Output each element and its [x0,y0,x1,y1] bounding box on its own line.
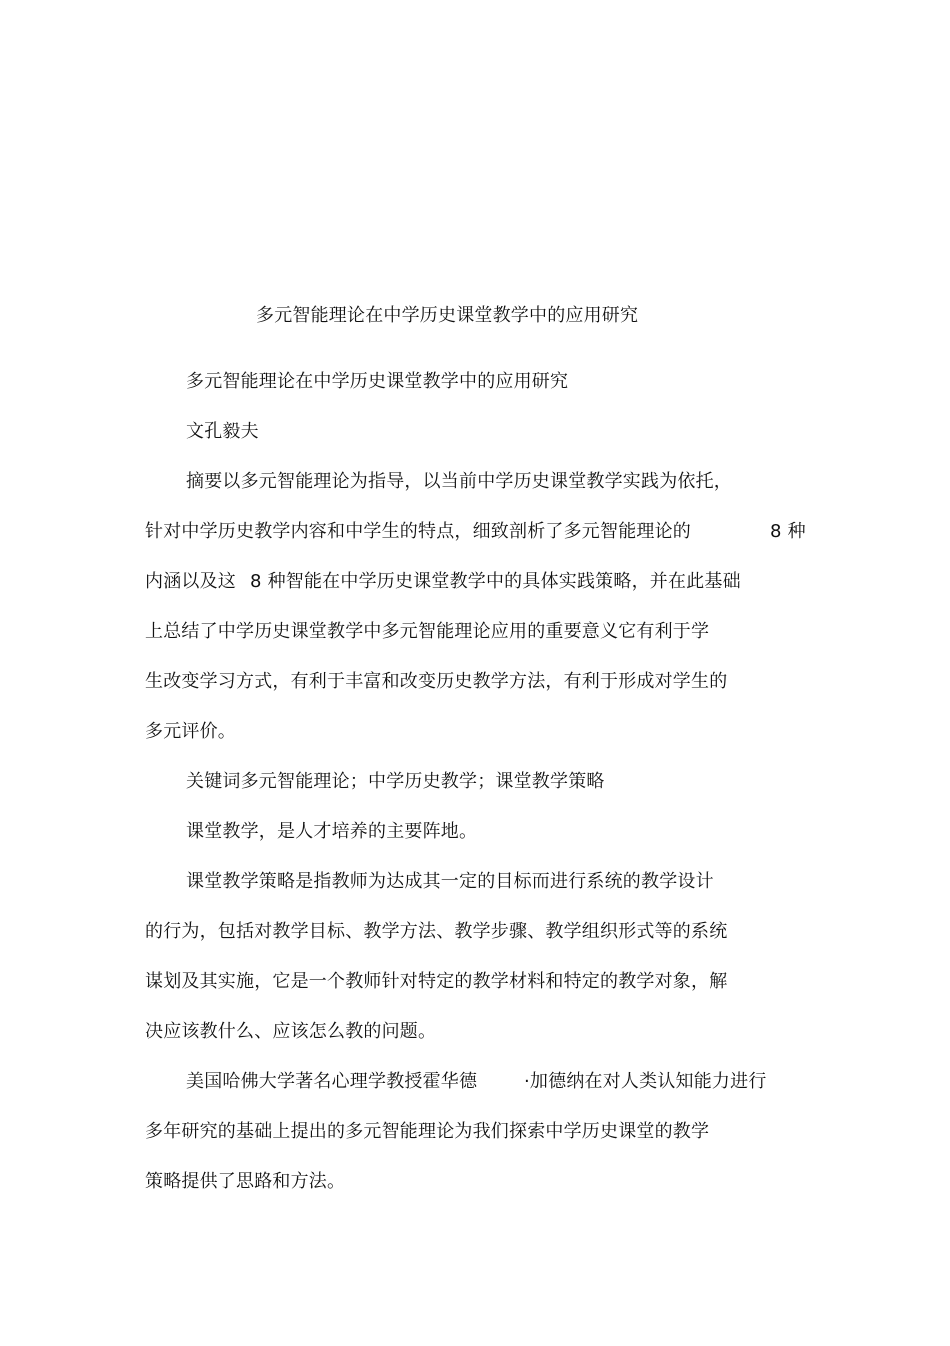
abstract-line: 生改变学习方式，有利于丰富和改变历史教学方法，有利于形成对学生的 [145,671,728,692]
paragraph-line: 策略提供了思路和方法。 [145,1171,346,1192]
keywords: 关键词多元智能理论；中学历史教学；课堂教学策略 [186,771,605,792]
paragraph-line: 课堂教学策略是指教师为达成其一定的目标而进行系统的教学设计 [186,871,714,892]
paragraph-line: 的行为，包括对教学目标、教学方法、教学步骤、教学组织形式等的系统 [145,921,728,942]
abstract-line: 上总结了中学历史课堂教学中多元智能理论应用的重要意义它有利于学 [145,621,710,642]
abstract-line: 多元评价。 [145,721,236,742]
abstract-line [145,570,741,594]
abstract-line: 摘要以多元智能理论为指导，以当前中学历史课堂教学实践为依托， [186,471,732,492]
abstract-text: 针对中学历史教学内容和中学生的特点，细致剖析了多元智能理论的 [145,521,691,542]
author-name: 文孔毅夫 [186,421,259,442]
paragraph-line: ·加德纳在对人类认知能力进行 [524,1071,767,1092]
paragraph-line: 多年研究的基础上提出的多元智能理论为我们探索中学历史课堂的教学 [145,1121,710,1142]
paragraph-line: 美国哈佛大学著名心理学教授霍华德 [186,1071,478,1092]
abstract-text: 8 种 [770,521,806,542]
paragraph-line: 谋划及其实施，它是一个教师针对特定的教学材料和特定的教学对象，解 [145,971,728,992]
paragraph-line: 决应该教什么、应该怎么教的问题。 [145,1021,437,1042]
paragraph-line: 课堂教学，是人才培养的主要阵地。 [186,821,478,842]
abstract-text: 8 种智能在中学历史课堂教学中的具体实践策略，并在此基础 [250,571,741,592]
page-title: 多元智能理论在中学历史课堂教学中的应用研究 [256,305,639,326]
abstract-text: 内涵以及这 [145,571,236,592]
article-subtitle: 多元智能理论在中学历史课堂教学中的应用研究 [186,371,569,392]
abstract-line [145,520,691,544]
